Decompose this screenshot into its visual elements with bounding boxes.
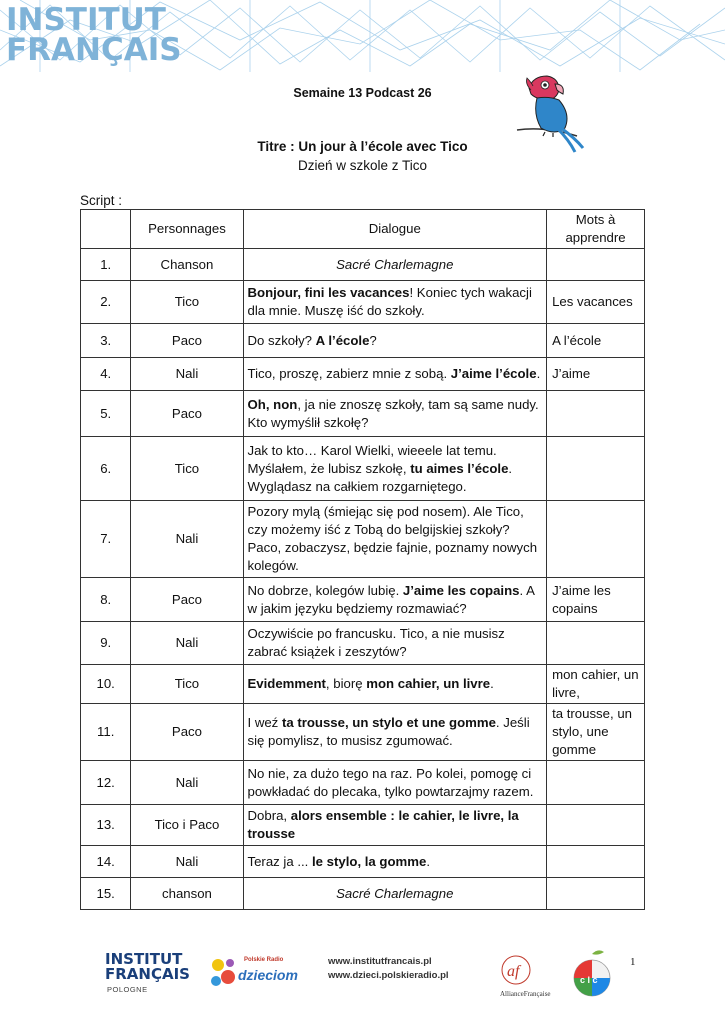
dialogue-text: . xyxy=(536,366,541,381)
row-dialogue xyxy=(243,324,547,358)
table-row xyxy=(81,249,645,281)
clc-letters: c l c xyxy=(580,975,598,985)
dialogue-text: No dobrze, kolegów lubię. xyxy=(247,582,403,598)
row-dialogue: No nie, za dużo tego na raz. Po kolei, pomogę ci powkładać do plecaka, tylko powtarzajmy razem. xyxy=(243,761,547,805)
dialogue-text: . Jeśli się pomylisz, to musisz zgumować. xyxy=(247,715,530,748)
row-number: 2. xyxy=(81,281,131,324)
dialogue-bold: mon cahier, un livre xyxy=(366,676,491,691)
row-dialogue xyxy=(243,665,547,704)
row-number: 1. xyxy=(81,249,131,281)
table-header-row xyxy=(81,210,645,249)
dialogue-text: Teraz ja ... xyxy=(247,853,312,869)
row-dialogue xyxy=(243,391,547,437)
header-dialogue: Dialogue xyxy=(243,210,547,249)
row-word xyxy=(547,761,645,805)
row-dialogue xyxy=(243,358,547,391)
dialogue-bold: A l’école xyxy=(315,332,370,348)
url-institut[interactable]: www.institutfrancais.pl xyxy=(328,956,432,967)
dialogue-text: ! Koniec tych wakacji dla mnie. Muszę iść do szkoły. xyxy=(247,285,532,318)
footer-logo-line-2: FRANÇAIS xyxy=(105,965,190,983)
footer-logo-line-3: POLOGNE xyxy=(107,985,148,994)
header-num xyxy=(81,210,131,249)
dialogue-text: Tico, proszę, zabierz mnie z sobą. xyxy=(247,366,451,381)
table-row xyxy=(81,761,645,805)
dialogue-bold: Bonjour, fini les vacances xyxy=(247,285,410,300)
row-dialogue xyxy=(243,249,547,281)
clc-logo xyxy=(570,948,616,1000)
af-icon xyxy=(500,952,550,992)
af-letters: af xyxy=(507,963,520,980)
header-band xyxy=(0,0,725,72)
af-text: AllianceFrançaise xyxy=(500,990,551,998)
row-word xyxy=(547,391,645,437)
row-character: Tico xyxy=(131,281,243,324)
row-character: Nali xyxy=(131,761,243,805)
song-title: Sacré Charlemagne xyxy=(336,256,454,272)
week-label: Semaine 13 Podcast 26 xyxy=(293,86,432,100)
table-row xyxy=(81,358,645,391)
footer-urls xyxy=(328,955,449,983)
table-row xyxy=(81,281,645,324)
header-words: Mots à apprendre xyxy=(547,210,645,249)
row-number: 15. xyxy=(81,878,131,910)
row-number: 11. xyxy=(81,704,131,761)
table-row xyxy=(81,578,645,622)
dialogue-bold: tu aimes l’école xyxy=(410,460,509,476)
row-word: J’aime xyxy=(547,358,645,391)
row-word: ta trousse, un stylo, une gomme xyxy=(547,704,645,761)
row-word xyxy=(547,249,645,281)
row-dialogue: Oczywiście po francusku. Tico, a nie musisz zabrać książek i zeszytów? xyxy=(243,622,547,665)
row-number: 12. xyxy=(81,761,131,805)
row-dialogue xyxy=(243,437,547,501)
row-word: A l’école xyxy=(547,324,645,358)
table-row xyxy=(81,501,645,578)
table-row xyxy=(81,704,645,761)
row-character: Nali xyxy=(131,358,243,391)
row-dialogue xyxy=(243,846,547,878)
footer-logo-line-1: INSTITUT xyxy=(105,950,183,968)
row-character: chanson xyxy=(131,878,243,910)
table-row xyxy=(81,805,645,846)
table-row xyxy=(81,846,645,878)
dialogue-bold: J’aime l’école xyxy=(450,366,537,381)
dialogue-text: . xyxy=(426,853,431,869)
row-word xyxy=(547,878,645,910)
row-number: 9. xyxy=(81,622,131,665)
dialogue-bold: ta trousse, un stylo et une gomme xyxy=(281,715,496,730)
url-polskieradio[interactable]: www.dzieci.polskieradio.pl xyxy=(328,970,449,981)
logo-line-2: FRANÇAIS xyxy=(6,32,182,68)
row-character: Nali xyxy=(131,846,243,878)
dialogue-bold: Oh, non xyxy=(247,396,298,412)
row-number: 6. xyxy=(81,437,131,501)
row-character: Tico xyxy=(131,437,243,501)
row-number: 10. xyxy=(81,665,131,704)
row-dialogue xyxy=(243,281,547,324)
radio-mascot-icon xyxy=(208,955,238,991)
row-dialogue xyxy=(243,805,547,846)
dialogue-text: Do szkoły? xyxy=(247,332,316,348)
logo-line-1: INSTITUT xyxy=(6,2,166,38)
dialogue-text: Jak to kto… Karol Wielki, wieeele lat temu. Myślałem, że lubisz szkołę, xyxy=(247,442,497,476)
script-table xyxy=(80,209,645,910)
table-row xyxy=(81,665,645,704)
row-character: Nali xyxy=(131,622,243,665)
title-french: Titre : Un jour à l’école avec Tico xyxy=(257,139,468,154)
row-number: 13. xyxy=(81,805,131,846)
dialogue-text: . Wyglądasz na całkiem rozgarniętego. xyxy=(247,460,513,494)
row-number: 14. xyxy=(81,846,131,878)
row-character: Nali xyxy=(131,501,243,578)
dialogue-text: Dobra, xyxy=(247,808,291,823)
table-row xyxy=(81,878,645,910)
dialogue-text: , ja nie znoszę szkoły, tam są same nudy. Kto wymyślił szkołę? xyxy=(247,396,539,430)
clc-icon xyxy=(570,948,616,1000)
row-word xyxy=(547,846,645,878)
row-word xyxy=(547,805,645,846)
dialogue-bold: J’aime les copains xyxy=(402,582,520,598)
row-number: 3. xyxy=(81,324,131,358)
row-character: Tico xyxy=(131,665,243,704)
radio-big-text: dzieciom xyxy=(238,967,298,983)
row-character: Tico i Paco xyxy=(131,805,243,846)
radio-small-text: Polskie Radio xyxy=(244,957,284,963)
dialogue-text: I weź xyxy=(247,715,282,730)
row-number: 5. xyxy=(81,391,131,437)
dialogue-bold: alors ensemble : le cahier, le livre, la trousse xyxy=(247,808,519,841)
institut-francais-pologne-logo xyxy=(105,950,190,1000)
table-row xyxy=(81,391,645,437)
dialogue-text: . A w jakim języku będziemy rozmawiać? xyxy=(247,582,535,616)
row-number: 7. xyxy=(81,501,131,578)
row-dialogue: Pozory mylą (śmiejąc się pod nosem). Ale Tico, czy możemy iść z Tobą do belgijskiej szkoły? Paco, zobaczysz, będzie fajnie, poznamy nowych kolegów. xyxy=(243,501,547,578)
dialogue-text: ? xyxy=(369,332,377,348)
dialogue-bold: le stylo, la gomme xyxy=(312,853,427,869)
dialogue-text: . xyxy=(490,676,494,691)
row-number: 4. xyxy=(81,358,131,391)
script-label: Script : xyxy=(80,193,123,208)
row-character: Paco xyxy=(131,324,243,358)
table-row xyxy=(81,437,645,501)
row-dialogue xyxy=(243,878,547,910)
alliance-francaise-logo xyxy=(500,952,550,1002)
row-character: Paco xyxy=(131,391,243,437)
row-character: Paco xyxy=(131,578,243,622)
row-word xyxy=(547,437,645,501)
row-word: J’aime les copains xyxy=(547,578,645,622)
polskie-radio-dzieciom-logo xyxy=(208,955,298,991)
table-row xyxy=(81,324,645,358)
table-row xyxy=(81,622,645,665)
row-character: Paco xyxy=(131,704,243,761)
song-title: Sacré Charlemagne xyxy=(336,885,454,901)
row-word: Les vacances xyxy=(547,281,645,324)
header-characters: Personnages xyxy=(131,210,243,249)
page-number: 1 xyxy=(630,956,636,968)
row-word: mon cahier, un livre, xyxy=(547,665,645,704)
row-word xyxy=(547,622,645,665)
row-word xyxy=(547,501,645,578)
row-character: Chanson xyxy=(131,249,243,281)
row-dialogue xyxy=(243,578,547,622)
dialogue-bold: Evidemment xyxy=(247,676,326,691)
dialogue-text: , biorę xyxy=(325,676,367,691)
row-number: 8. xyxy=(81,578,131,622)
row-dialogue xyxy=(243,704,547,761)
title-polish: Dzień w szkole z Tico xyxy=(297,158,428,173)
institut-francais-logo xyxy=(6,2,216,68)
